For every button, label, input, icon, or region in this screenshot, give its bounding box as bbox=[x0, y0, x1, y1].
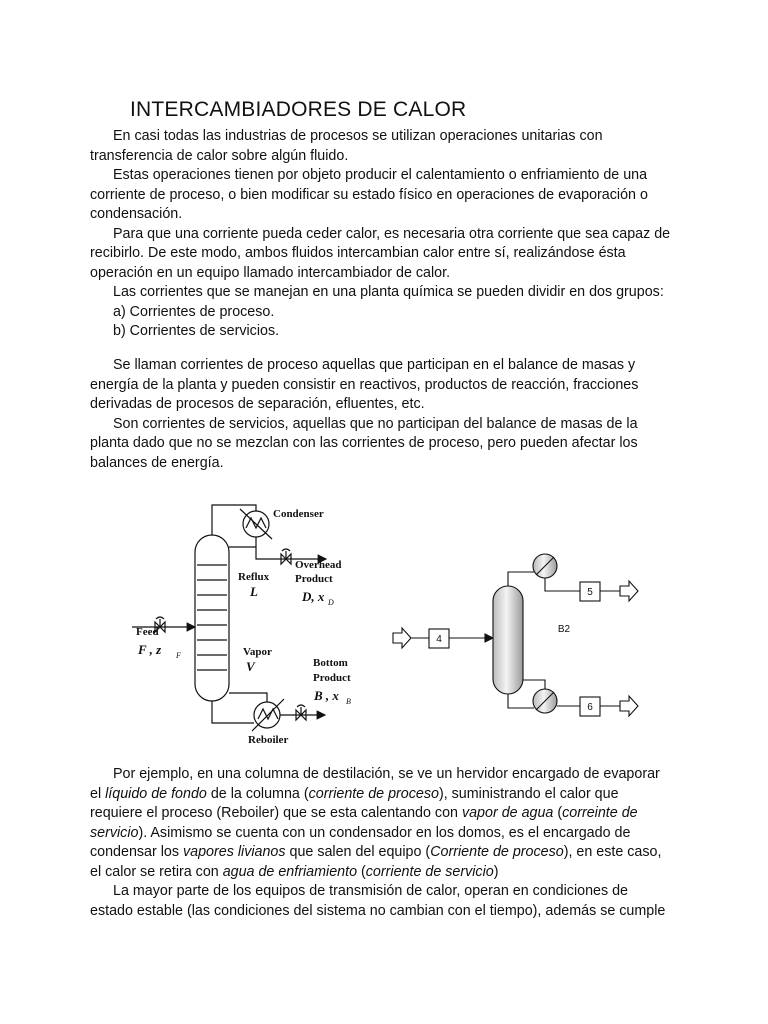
text-line: balances de energía. bbox=[90, 454, 224, 471]
stream-4-label: 4 bbox=[436, 634, 442, 645]
list-item: b) Corrientes de servicios. bbox=[113, 323, 280, 339]
reboiler-label: Reboiler bbox=[248, 734, 289, 746]
outlet-arrow-icon bbox=[620, 696, 638, 716]
column-shell bbox=[195, 535, 229, 701]
text-line: derivadas de procesos de separación, efluentes, etc. bbox=[90, 396, 425, 412]
vapor-symbol: V bbox=[246, 659, 255, 674]
text-line: condensar los vapores livianos que salen del equipo (Corriente de proceso), en este caso, bbox=[90, 844, 662, 860]
text-line: Para que una corriente pueda ceder calor, es necesaria otra corriente que sea capaz de bbox=[113, 225, 671, 242]
bottom-label-2: Product bbox=[313, 672, 351, 684]
overhead-subscript: D bbox=[328, 598, 334, 607]
text-line: corriente de proceso, o bien modificar su estado físico en operaciones de evaporación o bbox=[90, 186, 648, 203]
feed-label: Feed bbox=[136, 626, 159, 638]
text-line: servicio). Asimismo se cuenta con un condensador en los domos, es el encargado de bbox=[90, 824, 631, 841]
closing-paragraph bbox=[90, 765, 690, 921]
distillation-column-diagram bbox=[130, 495, 360, 750]
reflux-symbol: L bbox=[250, 584, 258, 599]
overhead-label: Overhead bbox=[295, 559, 342, 571]
text-line: condensación. bbox=[90, 206, 183, 222]
text-line: estado estable (las condiciones del sistema no cambian con el tiempo), además se cumple bbox=[90, 902, 666, 919]
overhead-label-2: Product bbox=[295, 573, 333, 585]
stream-6-label: 6 bbox=[587, 702, 593, 713]
block-label: B2 bbox=[557, 624, 571, 635]
text-line: energía de la planta y pueden consistir en reactivos, productos de reacción, fracciones bbox=[90, 376, 639, 393]
text-line: Son corrientes de servicios, aquellas que no participan del balance de masas de la bbox=[113, 415, 638, 432]
bottom-label: Bottom bbox=[313, 657, 348, 669]
inlet-arrow-icon bbox=[393, 628, 411, 648]
intro-paragraph bbox=[90, 127, 690, 342]
text-line: La mayor parte de los equipos de transmisión de calor, operan en condiciones de bbox=[113, 883, 629, 899]
text-line: Se llaman corrientes de proceso aquellas que participan en el balance de masas y bbox=[113, 357, 636, 373]
feed-symbol: F , z bbox=[138, 642, 162, 657]
condenser-label: Condenser bbox=[273, 508, 324, 520]
process-paragraph bbox=[90, 356, 690, 473]
bottom-symbol: B , x bbox=[314, 688, 339, 703]
text-line: Las corrientes que se manejan en una planta química se pueden dividir en dos grupos: bbox=[113, 284, 664, 300]
page-title: INTERCAMBIADORES DE CALOR bbox=[130, 98, 467, 121]
text-line: operación en un equipo llamado intercambiador de calor. bbox=[90, 264, 451, 281]
reflux-label: Reflux bbox=[238, 571, 270, 583]
vapor-label: Vapor bbox=[243, 646, 272, 658]
flowsheet-diagram bbox=[388, 552, 648, 727]
overhead-symbol: D, x bbox=[302, 589, 325, 604]
text-line: transferencia de calor sobre algún fluido. bbox=[90, 147, 349, 164]
text-line: En casi todas las industrias de procesos se utilizan operaciones unitarias con bbox=[113, 128, 603, 144]
text-line: Estas operaciones tienen por objeto producir el calentamiento o enfriamiento de una bbox=[113, 167, 648, 183]
column-vessel bbox=[493, 586, 523, 694]
text-line: requiere el proceso (Reboiler) que se esta calentando con vapor de agua (correinte de bbox=[90, 805, 638, 821]
text-line: Por ejemplo, en una columna de destilación, se ve un hervidor encargado de evaporar bbox=[113, 766, 660, 782]
outlet-arrow-icon bbox=[620, 581, 638, 601]
text-line: recibirlo. De este modo, ambos fluidos intercambian calor entre sí, realizándose ésta bbox=[90, 245, 626, 261]
list-item: a) Corrientes de proceso. bbox=[113, 303, 275, 320]
bottom-subscript: B bbox=[346, 697, 351, 706]
feed-subscript: F bbox=[176, 651, 181, 660]
text-line: el líquido de fondo de la columna (corriente de proceso), suministrando el calor que bbox=[90, 785, 619, 802]
text-line: el calor se retira con agua de enfriamiento (corriente de servicio) bbox=[90, 863, 499, 880]
stream-5-label: 5 bbox=[587, 587, 593, 598]
text-line: planta dado que no se mezclan con las corrientes de proceso, pero pueden afectar los bbox=[90, 435, 638, 451]
